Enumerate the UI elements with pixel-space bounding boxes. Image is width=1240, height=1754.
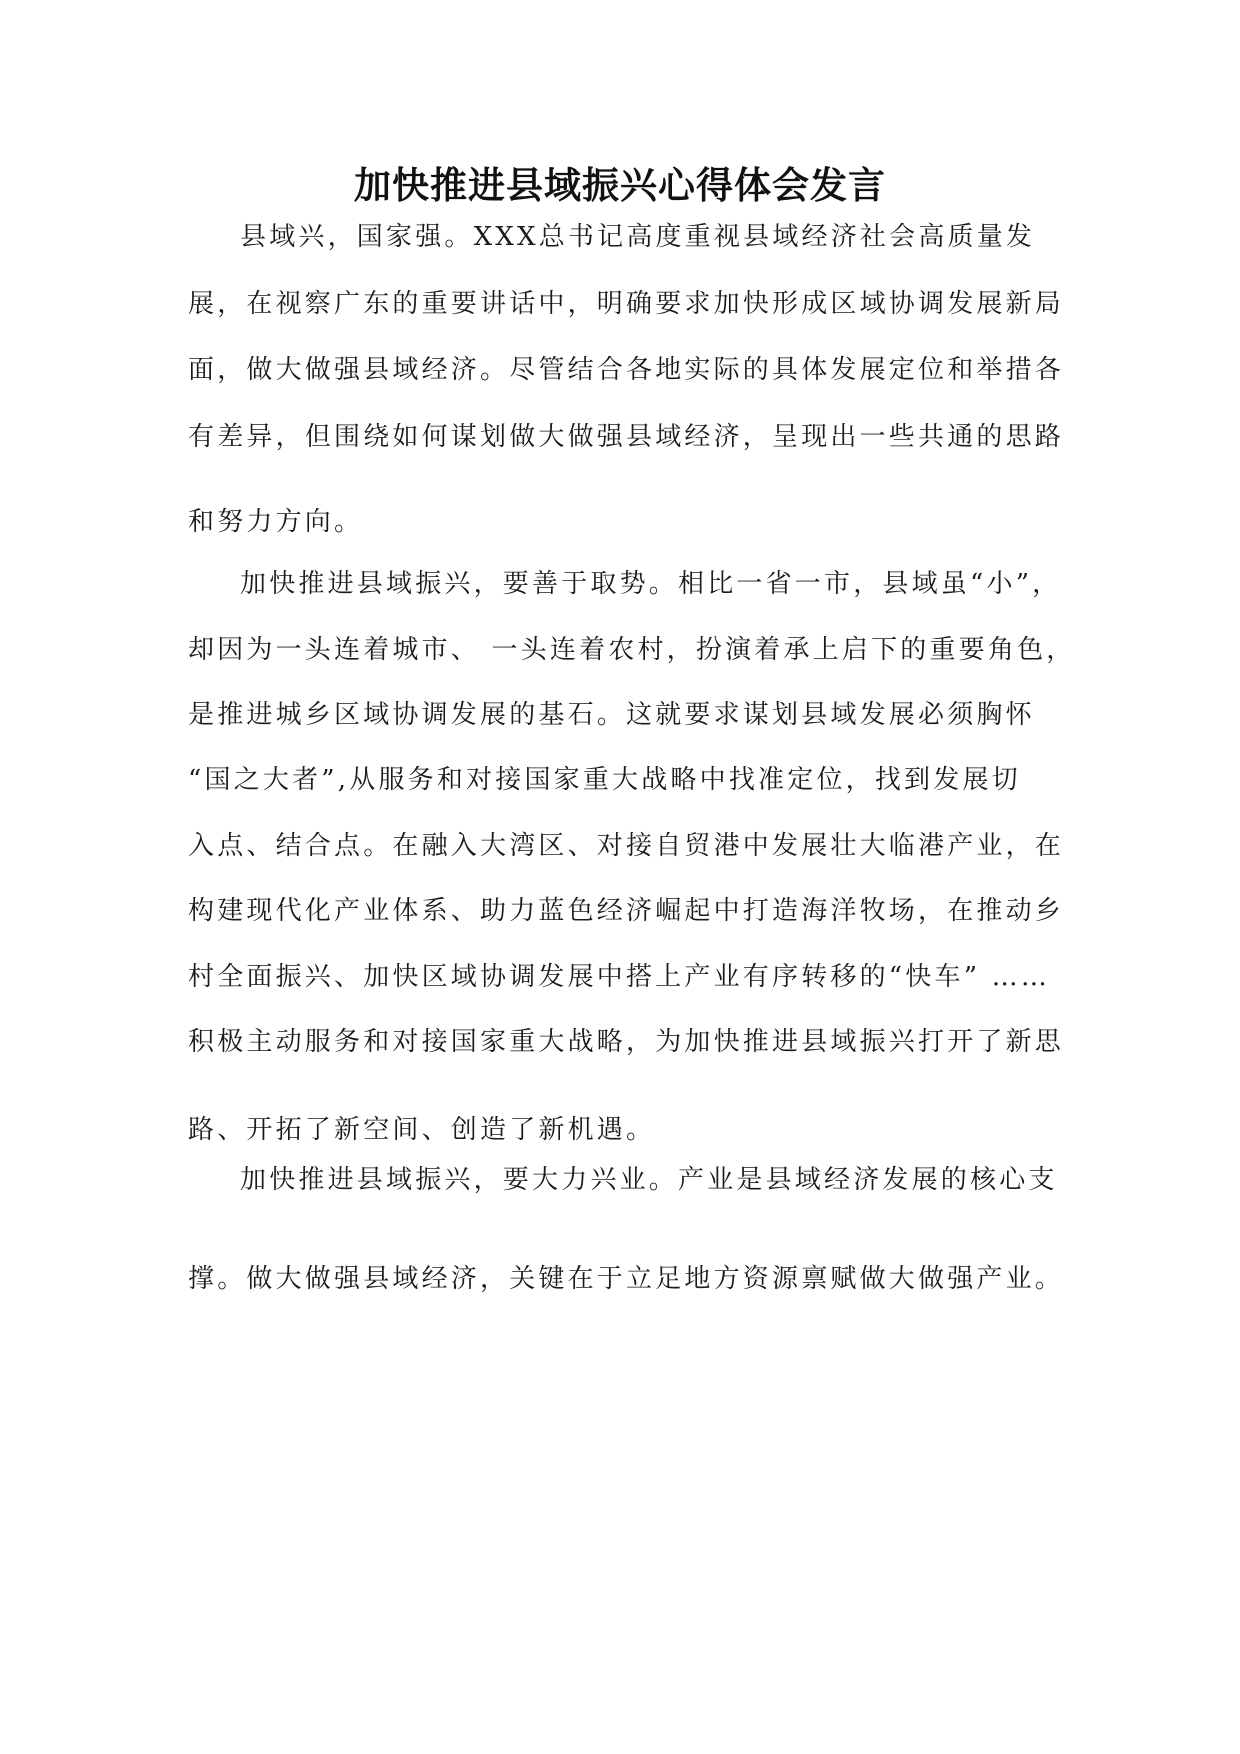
paragraph-1-line-5: 和努力方向。 xyxy=(188,507,364,537)
paragraph-2-line-4: “国之大者”,从服务和对接国家重大战略中找准定位，找到发展切 xyxy=(188,765,1021,795)
paragraph-1-line-4: 有差异，但围绕如何谋划做大做强县域经济，呈现出一些共通的思路 xyxy=(188,422,1065,452)
paragraph-2-line-6: 构建现代化产业体系、助力蓝色经济崛起中打造海洋牧场，在推动乡 xyxy=(188,896,1065,926)
document-title: 加快推进县域振兴心得体会发言 xyxy=(354,163,886,207)
paragraph-2-line-3: 是推进城乡区域协调发展的基石。这就要求谋划县域发展必须胸怀 xyxy=(188,700,1035,730)
paragraph-2-line-2: 却因为一头连着城市、 一头连着农村，扮演着承上启下的重要角色， xyxy=(188,635,1076,665)
paragraph-2-line-9: 路、开拓了新空间、创造了新机遇。 xyxy=(188,1115,656,1145)
paragraph-1-line-1: 县域兴，国家强。XXX总书记高度重视县域经济社会高质量发 xyxy=(240,222,1036,252)
paragraph-2-line-5: 入点、结合点。在融入大湾区、对接自贸港中发展壮大临港产业，在 xyxy=(188,831,1065,861)
paragraph-1-line-2: 展，在视察广东的重要讲话中，明确要求加快形成区域协调发展新局 xyxy=(188,289,1065,319)
paragraph-1-line-3: 面，做大做强县域经济。尽管结合各地实际的具体发展定位和举措各 xyxy=(188,355,1065,385)
paragraph-2-line-8: 积极主动服务和对接国家重大战略，为加快推进县域振兴打开了新思 xyxy=(188,1027,1065,1057)
paragraph-2-line-7: 村全面振兴、加快区域协调发展中搭上产业有序转移的“快车” …… xyxy=(188,962,1051,992)
paragraph-2-line-1: 加快推进县域振兴，要善于取势。相比一省一市，县域虽“小”， xyxy=(240,569,1062,599)
paragraph-3-line-2: 撑。做大做强县域经济，关键在于立足地方资源禀赋做大做强产业。 xyxy=(188,1264,1065,1294)
paragraph-3-line-1: 加快推进县域振兴，要大力兴业。产业是县域经济发展的核心支 xyxy=(240,1165,1058,1195)
